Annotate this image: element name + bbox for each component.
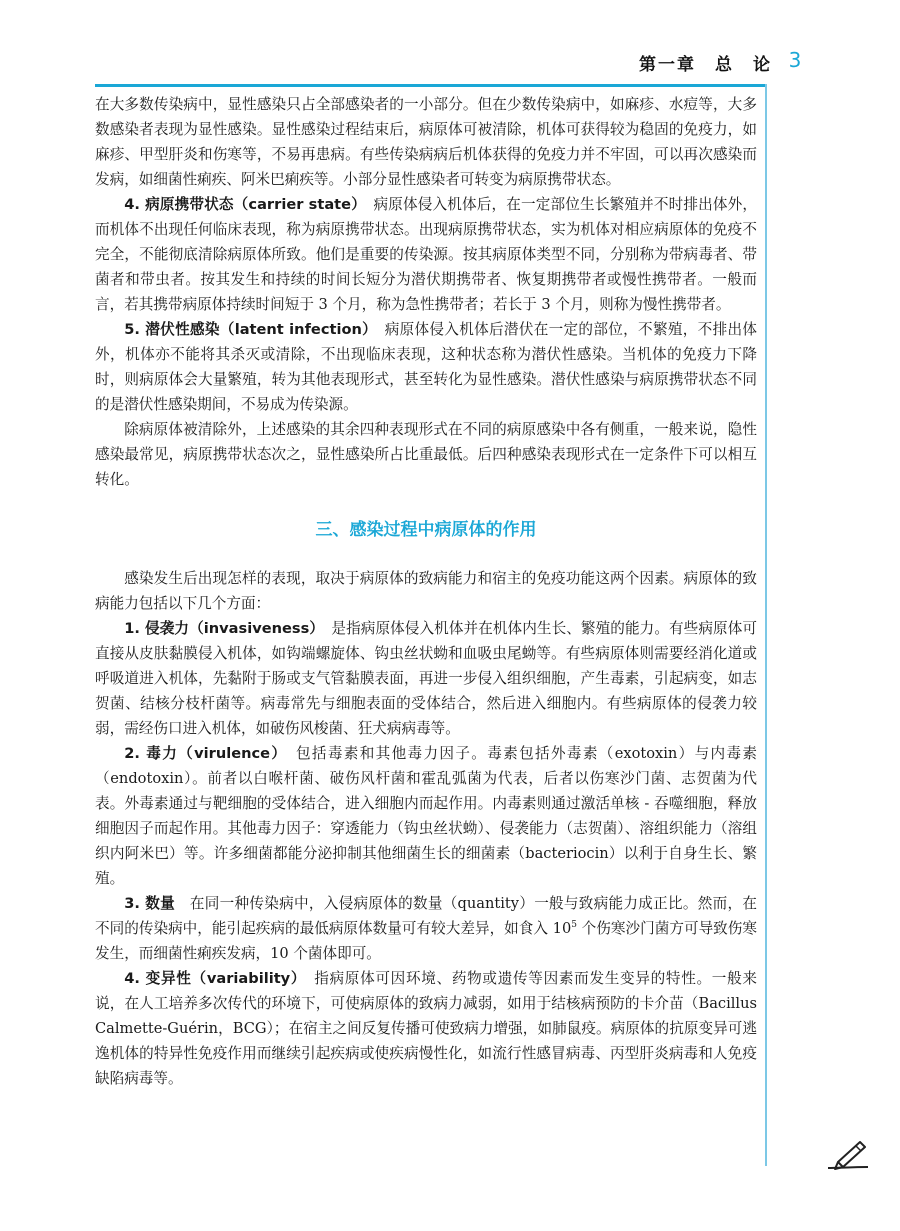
page-number: 3	[788, 48, 802, 72]
paragraph: 在大多数传染病中，显性感染只占全部感染者的一小部分。但在少数传染病中，如麻疹、水痘等，大多数感染者表现为显性感染。显性感染过程结束后，病原体可被清除，机体可获得较为稳固的免疫力，如麻疹、甲型肝炎和伤寒等，不易再患病。有些传染病病后机体获得的免疫力并不牢固，可以再次感染而发病，如细菌性痢疾、阿米巴痢疾等。小部分显性感染者可转变为病原携带状态。	[95, 96, 757, 188]
chapter-title: 第一章 总 论	[639, 55, 772, 75]
term-label: 2. 毒力（virulence）	[124, 745, 281, 762]
paragraph: 感染发生后出现怎样的表现，取决于病原体的致病能力和宿主的免疫功能这两个因素。病原体的致病能力包括以下几个方面：	[95, 570, 757, 612]
term-label: 4. 病原携带状态（carrier state）	[124, 196, 359, 213]
paragraph-carrier-state: 4. 病原携带状态（carrier state） 病原体侵入机体后，在一定部位生长繁殖并不时排出体外，而机体不出现任何临床表现，称为病原携带状态。出现病原携带状态，实为机体对相应病原体的免疫不完全，不能彻底清除病原体所致。他们是重要的传染源。按其病原体类型不同，分别称为带病毒者、带菌者和带虫者。按其发生和持续的时间长短分为潜伏期携带者、恢复期携带者或慢性携带者。一般而言，若其携带病原体持续时间短于 3 个月，称为急性携带者；若长于 3 个月，则称为慢性携带者。	[95, 196, 757, 313]
page-body	[95, 92, 757, 1091]
section-title: 三、感染过程中病原体的作用	[315, 520, 537, 540]
paragraph-virulence: 2. 毒力（virulence） 包括毒素和其他毒力因子。毒素包括外毒素（exotoxin）与内毒素（endotoxin）。前者以白喉杆菌、破伤风杆菌和霍乱弧菌为代表，后者以伤寒沙门菌、志贺菌为代表。外毒素通过与靶细胞的受体结合，进入细胞内而起作用。内毒素则通过激活单核 - 吞噬细胞，释放细胞因子而起作用。其他毒力因子：穿透能力（钩虫丝状蚴）、侵袭能力（志贺菌）、溶组织能力（溶组织内阿米巴）等。许多细菌都能分泌抑制其他细菌生长的细菌素（bacteriocin）以利于自身生长、繁殖。	[95, 745, 757, 887]
paragraph: 除病原体被清除外，上述感染的其余四种表现形式在不同的病原感染中各有侧重，一般来说，隐性感染最常见，病原携带状态次之，显性感染所占比重最低。后四种感染表现形式在一定条件下可以相互转化。	[95, 421, 757, 488]
paragraph-invasiveness: 1. 侵袭力（invasiveness） 是指病原体侵入机体并在机体内生长、繁殖的能力。有些病原体可直接从皮肤黏膜侵入机体，如钩端螺旋体、钩虫丝状蚴和血吸虫尾蚴等。有些病原体则需要经消化道或呼吸道进入机体，先黏附于肠或支气管黏膜表面，再进一步侵入组织细胞，产生毒素，引起病变，如志贺菌、结核分枝杆菌等。病毒常先与细胞表面的受体结合，然后进入细胞内。有些病原体的侵袭力较弱，需经伤口进入机体，如破伤风梭菌、狂犬病病毒等。	[95, 620, 757, 737]
paragraph-quantity: 3. 数量 在同一种传染病中，入侵病原体的数量（quantity）一般与致病能力成正比。然而，在不同的传染病中，能引起疾病的最低病原体数量可有较大差异，如食入 $10^5$ 个伤寒沙门菌方可导致伤寒发生，而细菌性痢疾发病，10 个菌体即可。	[95, 895, 758, 962]
pen-icon	[822, 1138, 874, 1174]
header-rule	[95, 84, 767, 87]
paragraph-latent-infection: 5. 潜伏性感染（latent infection） 病原体侵入机体后潜伏在一定的部位，不繁殖，不排出体外，机体亦不能将其杀灭或清除，不出现临床表现，这种状态称为潜伏性感染。当机体的免疫力下降时，则病原体会大量繁殖，转为其他表现形式，甚至转化为显性感染。潜伏性感染与病原携带状态不同的是潜伏性感染期间，不易成为传染源。	[95, 321, 757, 413]
term-label: 1. 侵袭力（invasiveness）	[124, 620, 317, 637]
exponent: 5	[571, 920, 577, 931]
paragraph-variability: 4. 变异性（variability） 指病原体可因环境、药物或遗传等因素而发生变异的特性。一般来说，在人工培养多次传代的环境下，可使病原体的致病力减弱，如用于结核病预防的卡介苗（Bacillus Calmette-Guérin，BCG）；在宿主之间反复传播可使致病力增强，如肺鼠疫。病原体的抗原变异可逃逸机体的特异性免疫作用而继续引起疾病或使疾病慢性化，如流行性感冒病毒、丙型肝炎病毒和人免疫缺陷病毒等。	[95, 970, 757, 1087]
term-label: 4. 变异性（variability）	[124, 970, 299, 987]
page-header	[0, 48, 900, 84]
term-label: 3. 数量	[124, 895, 175, 912]
term-label: 5. 潜伏性感染（latent infection）	[124, 321, 370, 338]
margin-rule	[765, 84, 767, 1166]
